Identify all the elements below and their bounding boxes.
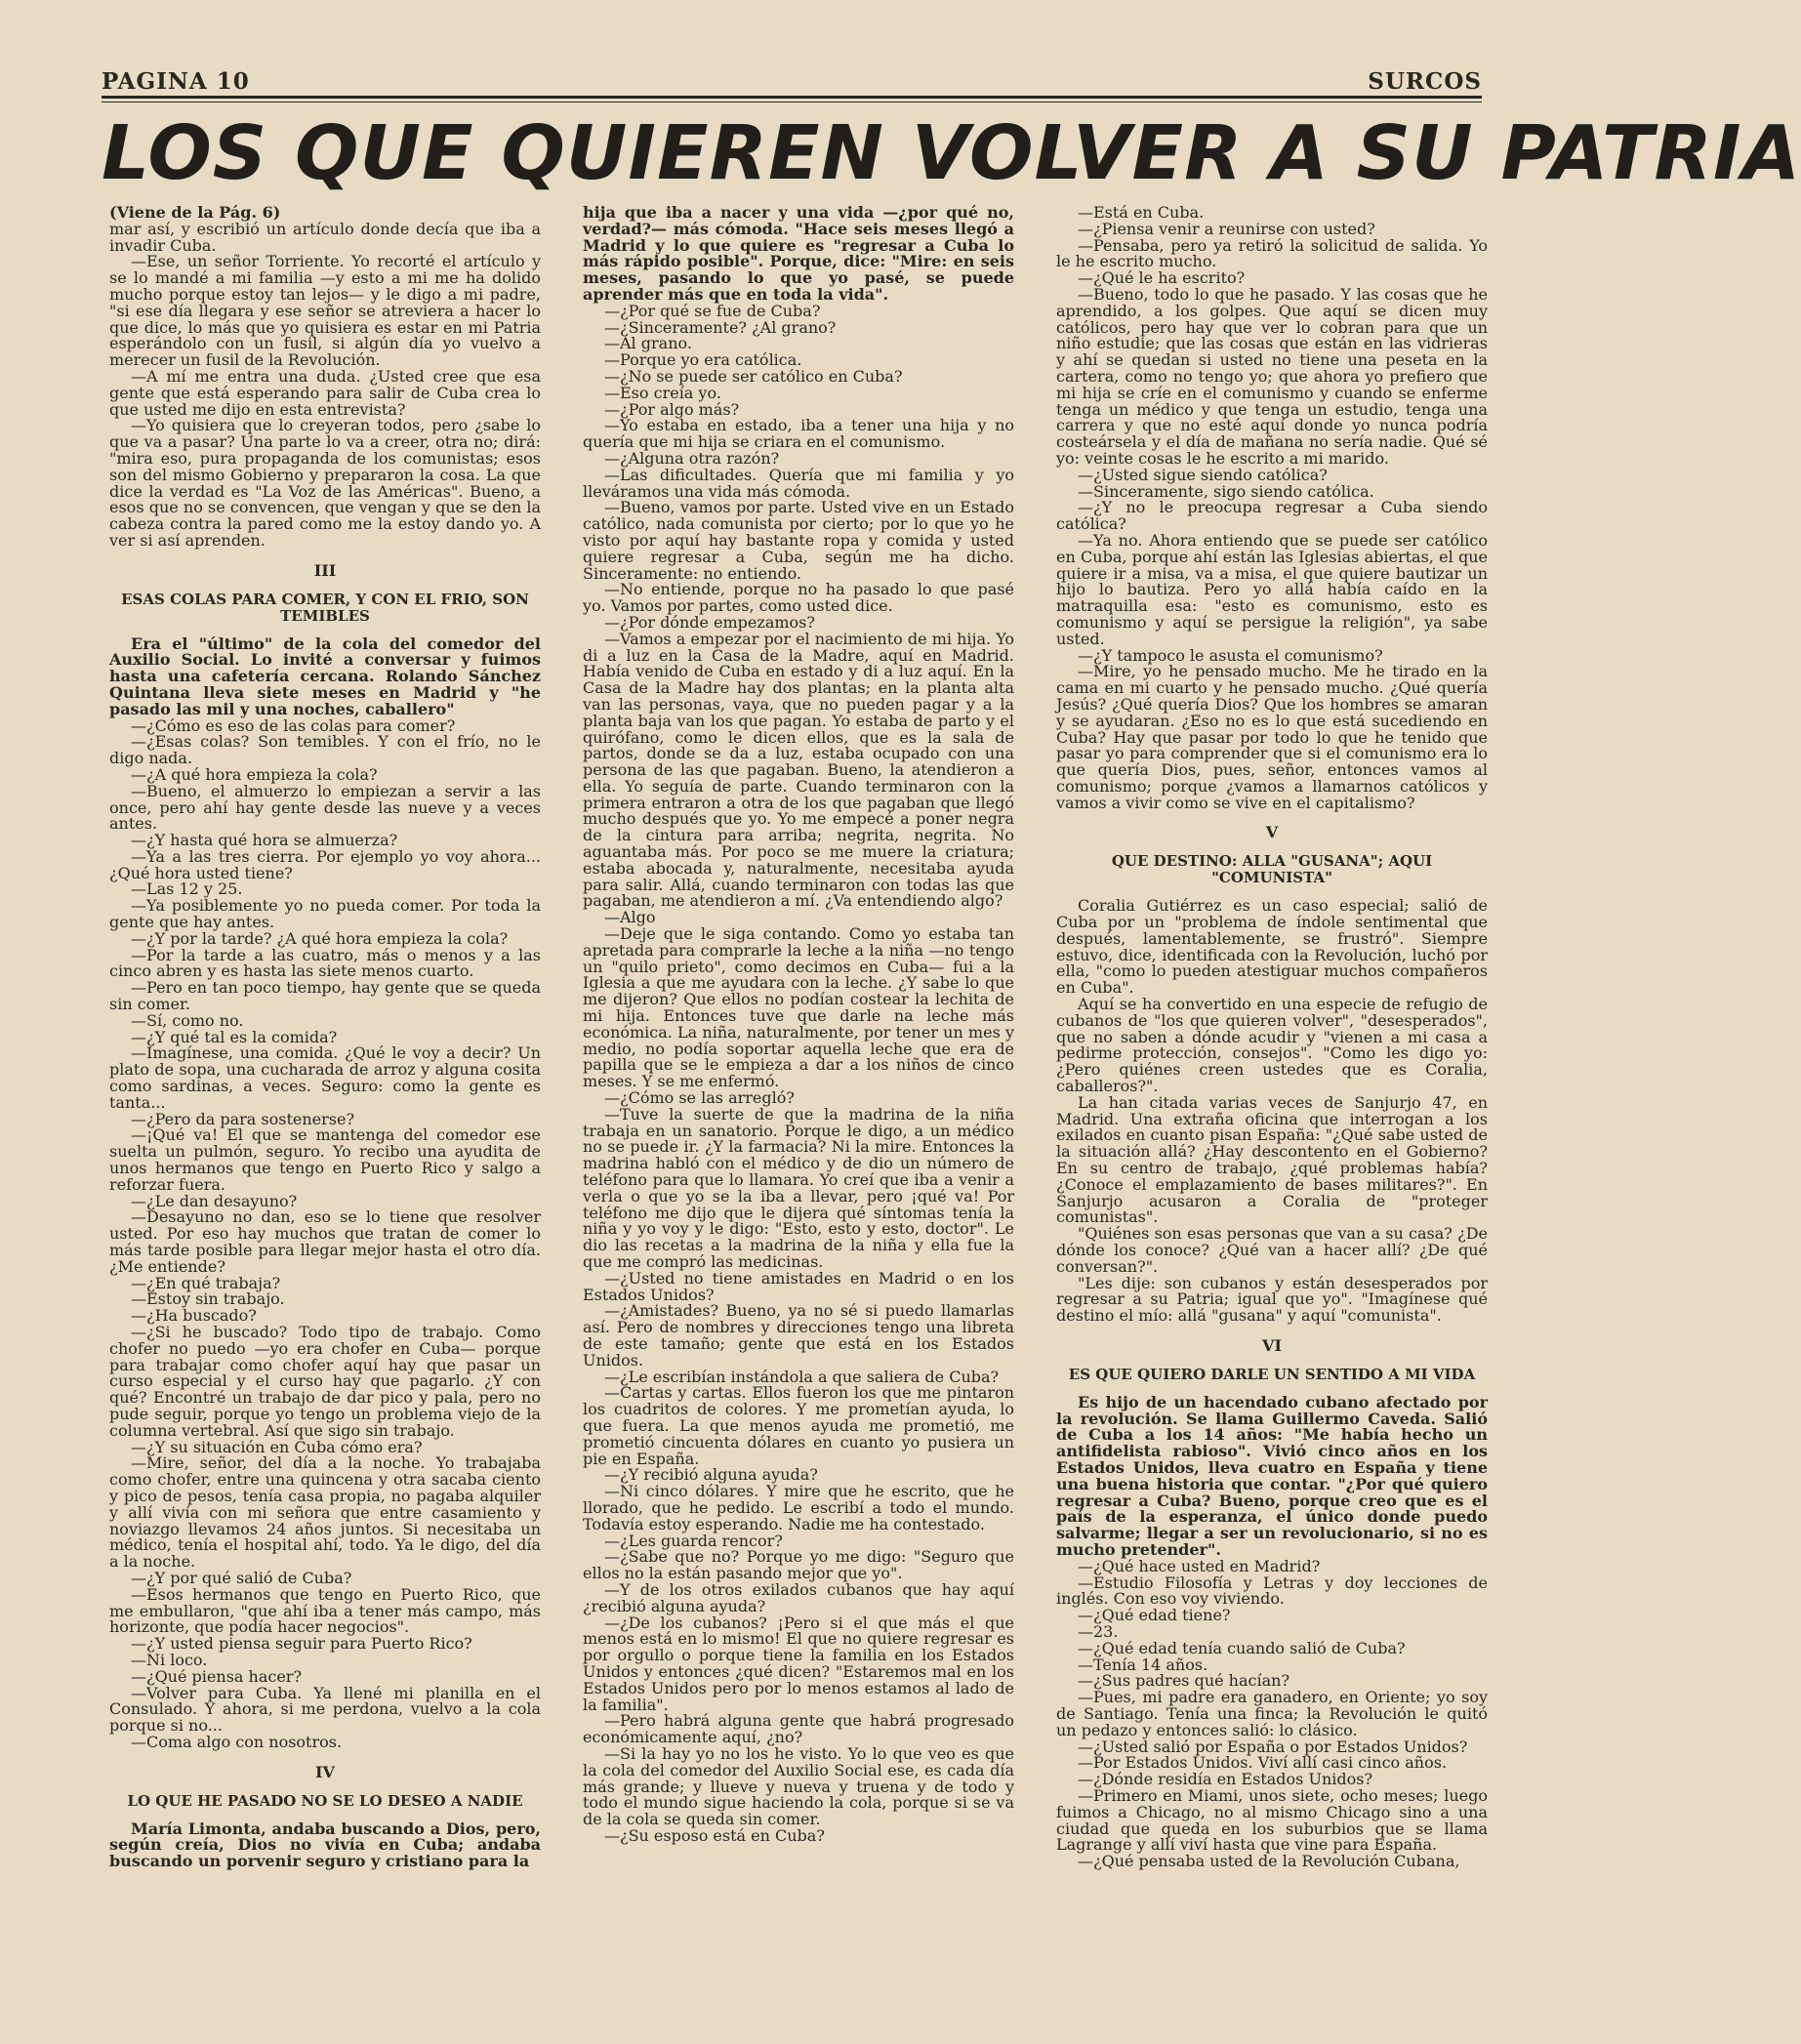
- paragraph: —¿Qué hace usted en Madrid?: [1078, 1556, 1321, 1575]
- paragraph: —Pero en tan poco tiempo, hay gente que se queda sin comer.: [109, 978, 541, 1014]
- paragraph: —¿Y hasta qué hora se almuerza?: [131, 831, 398, 850]
- paragraph: —Si la hay yo no los he visto. Yo lo que veo es que la cola del comedor del Auxilio Social ese, es cada día más grande; y llueve y nueva y truena y de todo y todo el mundo sigue haciendo la cola, porque si se va de la cola se queda sin comer.: [583, 1743, 1014, 1829]
- paragraph: —Esos hermanos que tengo en Puerto Rico, que me embullaron, "que ahí iba a tener más campo, más horizonte, que podía hacer negocios".: [109, 1584, 541, 1637]
- section-heading: [109, 560, 541, 625]
- paragraph: —Sinceramente, sigo siendo católica.: [1078, 481, 1374, 501]
- paragraph: —Ya a las tres cierra. Por ejemplo yo voy ahora... ¿Qué hora usted tiene?: [109, 846, 541, 882]
- paragraph: —Ni cinco dólares. Y mire que he escrito, que he llorado, que he pedido. Le escribí a todo el mundo. Todavía estoy esperando. Nadie me ha contestado.: [583, 1482, 1014, 1533]
- paragraph: —¿Y tampoco le asusta el comunismo?: [1078, 645, 1383, 665]
- paragraph: —Yo estaba en estado, iba a tener una hija y no quería que mi hija se criara en el comunismo.: [583, 416, 1014, 452]
- section-title: ES QUE QUIERO DARLE UN SENTIDO A MI VIDA: [1068, 1365, 1476, 1383]
- paragraph: —¿No se puede ser católico en Cuba?: [604, 366, 903, 386]
- section-number: IV: [315, 1762, 335, 1781]
- paragraph: —Ni loco.: [131, 1650, 208, 1669]
- paragraph: —Sí, como no.: [131, 1010, 244, 1030]
- paragraph: —Porque yo era católica.: [604, 350, 802, 370]
- paragraph: —¿Alguna otra razón?: [604, 448, 780, 468]
- paragraph: La han citada varias veces de Sanjurjo 47, en Madrid. Una extraña oficina que interrogan a los exilados en cuanto pisan España: "¿Qué sabe usted de la situación allá? ¿Hay descontento en el Gobierno? En su centro de trabajo, ¿qué problemas había? ¿Conoce el emplazamiento de bases militares?". En Sanjurjo acusaron a Coralia de "proteger comunistas".: [1056, 1092, 1488, 1227]
- continuation-note: (Viene de la Pág. 6): [109, 203, 281, 222]
- paragraph: —¿Por algo más?: [604, 399, 740, 419]
- paragraph: —Cartas y cartas. Ellos fueron los que me pintaron los cuadritos de colores. Y me prometían ayuda, lo que fuera. La que menos ayuda me prometió, me prometió cincuenta dólares en cuanto yo pusiera un pie en España.: [583, 1383, 1014, 1468]
- publication-name: SURCOS: [1368, 67, 1482, 95]
- paragraph: "Les dije: son cubanos y están desesperados por regresar a su Patria; igual que yo". "Imagínese qué destino el mío: allá "gusana" y aquí "comunista".: [1056, 1273, 1488, 1326]
- header-rule: [102, 96, 1482, 99]
- paragraph: —A mí me entra una duda. ¿Usted cree que esa gente que está esperando para salir de Cuba crea lo que usted me dijo en esta entrevista?: [109, 366, 541, 419]
- paragraph: —23.: [1078, 1621, 1119, 1641]
- paragraph: —¿Sus padres qué hacían?: [1078, 1671, 1290, 1691]
- paragraph: —Las 12 y 25.: [131, 879, 243, 899]
- paragraph: Coralia Gutiérrez es un caso especial; salió de Cuba por un "problema de índole sentimental que después, lamentablemente, se frustró". Siempre estuvo, dice, identificada con la Revolución, luchó por ella, "como lo pueden atestiguar muchos compañeros en Cuba".: [1056, 896, 1488, 998]
- paragraph: —¿Por qué se fue de Cuba?: [604, 301, 821, 320]
- paragraph: —¿Dónde residía en Estados Unidos?: [1078, 1770, 1373, 1789]
- paragraph: —¿Sabe que no? Porque yo me digo: "Seguro que ellos no la están pasando mejor que yo".: [583, 1547, 1014, 1583]
- paragraph: —¿Amistades? Bueno, ya no sé si puedo llamarlas así. Pero de nombres y direcciones tengo una libreta de este tamaño; gente que está en los Estados Unidos.: [583, 1301, 1014, 1369]
- page-number: PAGINA 10: [102, 67, 250, 95]
- paragraph: —¿Sinceramente? ¿Al grano?: [604, 317, 837, 337]
- column-1: [109, 205, 541, 2030]
- paragraph: —Pensaba, pero ya retiró la solicitud de salida. Yo le he escrito mucho.: [1056, 235, 1488, 271]
- paragraph: —Estudio Filosofía y Letras y doy lecciones de inglés. Con eso voy viviendo.: [1056, 1573, 1488, 1609]
- headline: LOS QUE QUIEREN VOLVER A SU PATRIA: [102, 110, 1801, 197]
- paragraph: —Bueno, todo lo que he pasado. Y las cosas que he aprendido, a los golpes. Que aquí se dicen muy católicos, pero hay que ver lo cobran para que un niño estudie; que las cosas que están en las vidrieras y ahí se quedan si usted no tiene una peseta en la cartera, como no tengo yo; que ahora yo prefiero que mi hija se críe en el comunismo y cuando se enferme tenga un médico y que tenga un estudio, tenga una carrera y que no esté aquí donde yo nunca podría costeársela y el día de mañana no sería nadie. Qué sé yo: veinte cosas le he escrito a mi marido.: [1056, 284, 1488, 468]
- paragraph: —Y de los otros exilados cubanos que hay aquí ¿recibió alguna ayuda?: [583, 1579, 1014, 1615]
- paragraph: —¿Usted no tiene amistades en Madrid o en los Estados Unidos?: [583, 1268, 1014, 1304]
- paragraph: —Tuve la suerte de que la madrina de la niña trabaja en un sanatorio. Porque le digo, a un médico no se puede ir. ¿Y la farmacia? Ni la mire. Entonces la madrina habló con el médico y de dio un número de teléfono para que lo llamara. Yo creí que iba a venir a verla o que yo se la iba a llevar, pero ¡qué va! Por teléfono me dijo que le dijera qué síntomas tenía la niña y yo voy y le digo: "Esto, esto y esto, doctor". Le dio las recetas a la madrina de la niña y ella fue la que me compró las medicinas.: [583, 1104, 1014, 1271]
- paragraph: —¿Cómo es eso de las colas para comer?: [131, 715, 456, 735]
- paragraph: —¿Cómo se las arregló?: [604, 1088, 795, 1108]
- paragraph: —Deje que le siga contando. Como yo estaba tan apretada para comprarle la leche a la niña —no tengo un "quilo prieto", como decimos en Cuba— fui a la Iglesia a que me ayudara con la leche. ¿Y sabe lo que me dijeron? Que ellos no podían costear la lechita de mi hija. Entonces tuve que darle na leche más económica. La niña, naturalmente, por tener un mes y medio, no podía soportar aquella leche que era de papilla que se le empieza a dar a los niños de cinco meses. Y se me enfermó.: [583, 924, 1014, 1091]
- paragraph: —Ese, un señor Torriente. Yo recorté el artículo y se lo mandé a mi familia —y esto a mi me ha dolido mucho porque estoy tan lejos— y le digo a mi padre, "si ese día llegara y ese señor se atreviera a hacer lo que dice, lo más que yo quisiera es estar en mi Patria esperándolo con un fusil, si algún día yo vuelvo a merecer un fusil de la Revolución.: [109, 252, 541, 370]
- paragraph: —Yo quisiera que lo creyeran todos, pero ¿sabe lo que va a pasar? Una parte lo va a creer, otra no; dirá: "mira eso, pura propaganda de los comunistas; esos son del mismo Gobierno y prepararon la cosa. La que dice la verdad es "La Voz de las Américas". Bueno, a esos que no se convencen, que vengan y que se den la cabeza contra la pared como me la estoy dando yo. A ver si así aprenden.: [109, 416, 541, 550]
- section-heading: [1056, 1338, 1488, 1383]
- paragraph: "Quiénes son esas personas que van a su casa? ¿De dónde los conoce? ¿Qué van a hacer allí? ¿De qué conversan?".: [1056, 1224, 1488, 1276]
- paragraph: —Mire, yo he pensado mucho. Me he tirado en la cama en mi cuarto y he pensado mucho. ¿Qué quería Jesús? ¿Qué quería Dios? Que los hombres se amaran y se ayudaran. ¿Eso no es lo que está sucediendo en Cuba? Hay que pasar por todo lo que he tenido que pasar yo para comprender que si el comunismo era lo que quería Dios, pues, señor, entonces vamos al comunismo; porque ¿vamos a llamarnos católicos y vamos a vivir como se vive en el capitalismo?: [1056, 662, 1488, 812]
- column-3: [1056, 205, 1488, 2030]
- paragraph: —¿Si he buscado? Todo tipo de trabajo. Como chofer no puedo —yo era chofer en Cuba— porque para trabajar como chofer aquí hay que pasar un curso especial y el curso hay que pagarlo. ¿Y con qué? Encontré un trabajo de dar pico y pala, pero no pude seguir, porque yo tengo un problema viejo de la columna vertebral. Así que sigo sin trabajo.: [109, 1323, 541, 1440]
- paragraph: —¿Pero da para sostenerse?: [131, 1109, 355, 1128]
- paragraph: —¿Ha buscado?: [131, 1306, 257, 1326]
- paragraph: María Limonta, andaba buscando a Dios, pero, según creía, Dios no vivía en Cuba; andaba buscando un porvenir seguro y cristiano para la: [109, 1819, 541, 1871]
- section-heading: [109, 1762, 541, 1810]
- paragraph: —Mire, señor, del día a la noche. Yo trabajaba como chofer, entre una quincena y otra sacaba ciento y pico de pesos, tenía casa propia, no pagaba alquiler y allí vivía con mi señora que entre casamiento y noviazgo llevamos 24 años juntos. Si necesitaba un médico, tenía el hospital ahí, todo. Ya le digo, del día a la noche.: [109, 1453, 541, 1572]
- paragraph: —¿De los cubanos? ¡Pero si el que más el que menos está en lo mismo! El que no quiere regresar es por orgullo o porque tiene la familia en los Estados Unidos y entonces ¿qué dicen? "Estaremos mal en los Estados Unidos pero por lo menos estamos al lado de la familia".: [583, 1613, 1014, 1714]
- paragraph: —¿Les guarda rencor?: [604, 1531, 783, 1550]
- paragraph: —¿Y usted piensa seguir para Puerto Rico?: [131, 1634, 472, 1654]
- paragraph: Aquí se ha convertido en una especie de refugio de cubanos de "los que quieren volver", "desesperados", que no saben a dónde acudir y "vienen a mi casa a pedirme protección, consejos". "Como les digo yo: ¿Pero quiénes creen ustedes que es Coralia, caballeros?".: [1056, 995, 1488, 1096]
- paragraph: —¿Y no le preocupa regresar a Cuba siendo católica?: [1056, 498, 1488, 534]
- paragraph: —¿Esas colas? Son temibles. Y con el frío, no le digo nada.: [109, 732, 541, 768]
- paragraph: —Bueno, vamos por parte. Usted vive en un Estado católico, nada comunista por cierto; por lo que yo he visto por aquí hay bastante ropa y comida y usted quiere regresar a Cuba, según me ha dicho. Sinceramente: no entiendo.: [583, 498, 1014, 583]
- section-number: VI: [1262, 1336, 1282, 1355]
- paragraph: hija que iba a nacer y una vida —¿por qué no, verdad?— más cómoda. "Hace seis meses llegó a Madrid y lo que quiere es "regresar a Cuba lo más rápido posible". Porque, dice: "Mire: en seis meses, pasando lo que yo pasé, se puede aprender más que en toda la vida".: [583, 203, 1014, 304]
- column-2: [583, 205, 1014, 2030]
- paragraph: —¿Qué pensaba usted de la Revolución Cubana,: [1078, 1852, 1460, 1871]
- paragraph: —¿Y por la tarde? ¿A qué hora empieza la cola?: [131, 928, 509, 948]
- paragraph: —Bueno, el almuerzo lo empiezan a servir a las once, pero ahí hay gente desde las nueve y a veces antes.: [109, 781, 541, 834]
- paragraph: —Por la tarde a las cuatro, más o menos y a las cinco abren y es hasta las siete menos cuarto.: [109, 945, 541, 981]
- paragraph: —Pues, mi padre era ganadero, en Oriente; yo soy de Santiago. Tenía una finca; la Revolución le quitó un pedazo y entonces salió: lo clásico.: [1056, 1688, 1488, 1739]
- paragraph: —¿En qué trabaja?: [131, 1273, 281, 1292]
- paragraph: —¿A qué hora empieza la cola?: [131, 764, 378, 784]
- paragraph: —¿Su esposo está en Cuba?: [604, 1825, 825, 1845]
- paragraph: —Coma algo con nosotros.: [131, 1732, 343, 1751]
- paragraph: —¿Qué edad tenía cuando salió de Cuba?: [1078, 1638, 1406, 1657]
- paragraph: —¿Le dan desayuno?: [131, 1191, 298, 1210]
- paragraph: —¿Usted salió por España o por Estados Unidos?: [1078, 1737, 1468, 1756]
- paragraph: —¿Y por qué salió de Cuba?: [131, 1568, 352, 1587]
- paragraph: —Algo: [604, 908, 656, 927]
- paragraph: —Volver para Cuba. Ya llené mi planilla en el Consulado. Y ahora, si me perdona, vuelvo a la cola porque si no...: [109, 1683, 541, 1736]
- paragraph: —¿Le escribían instándola a que saliera de Cuba?: [604, 1367, 1000, 1386]
- paragraph: —¿Qué edad tiene?: [1078, 1606, 1231, 1625]
- paragraph: —Imagínese, una comida. ¿Qué le voy a decir? Un plato de sopa, una cucharada de arroz y alguna cosita como sardinas, a veces. Seguro: como la gente es tanta...: [109, 1043, 541, 1112]
- paragraph: —Al grano.: [604, 334, 692, 353]
- paragraph: —¿Y su situación en Cuba cómo era?: [131, 1437, 423, 1456]
- paragraph: —¿Y recibió alguna ayuda?: [604, 1465, 818, 1485]
- section-title: ESAS COLAS PARA COMER, Y CON EL FRIO, SON TEMIBLES: [121, 590, 529, 625]
- section-number: V: [1265, 823, 1279, 842]
- paragraph: —¿Y qué tal es la comida?: [131, 1027, 338, 1046]
- paragraph: —¿Qué piensa hacer?: [131, 1666, 303, 1686]
- paragraph: —Por Estados Unidos. Viví allí casi cinco años.: [1078, 1753, 1448, 1773]
- article-columns: [109, 205, 1488, 2030]
- paragraph: Es hijo de un hacendado cubano afectado por la revolución. Se llama Guillermo Caveda. Salió de Cuba a los 14 años: "Me había hecho un antifidelista rabioso". Vivió cinco años en los Estados Unidos, lleva cuatro en España y tiene una buena historia que contar. "¿Por qué quiero regresar a Cuba? Bueno, porque creo que es el país de la esperanza, el único donde puedo salvarme; llegar a ser un revolucionario, si no es mucho pretender".: [1056, 1392, 1488, 1559]
- paragraph: —Tenía 14 años.: [1078, 1655, 1208, 1674]
- paragraph: —Ya no. Ahora entiendo que se puede ser católico en Cuba, porque ahí están las Iglesias abiertas, el que quiere ir a misa, va a misa, el que quiere bautizar un hijo lo bautiza. Pero yo allá había caído en la matraquilla esa: "esto es comunismo, esto es comunismo y aquí se persigue la religión", ya sabe usted.: [1056, 530, 1488, 648]
- paragraph: —¿Qué le ha escrito?: [1078, 268, 1246, 288]
- paragraph: —Eso creía yo.: [604, 383, 721, 402]
- paragraph: —No entiende, porque no ha pasado lo que pasé yo. Vamos por partes, como usted dice.: [583, 580, 1014, 616]
- paragraph: —¿Usted sigue siendo católica?: [1078, 465, 1328, 484]
- paragraph: Era el "último" de la cola del comedor del Auxilio Social. Lo invité a conversar y fuimos hasta una cafetería cercana. Rolando Sánchez Quintana lleva siete meses en Madrid y "he pasado las mil y una noches, caballero": [109, 634, 541, 718]
- paragraph: —¡Qué va! El que se mantenga del comedor ese suelta un pulmón, seguro. Yo recibo una ayudita de unos hermanos que tengo en Puerto Rico y salgo a reforzar fuera.: [109, 1125, 541, 1194]
- paragraph: —Las dificultades. Quería que mi familia y yo lleváramos una vida más cómoda.: [583, 465, 1014, 501]
- section-heading: [1056, 825, 1488, 886]
- paragraph: —Estoy sin trabajo.: [131, 1289, 285, 1309]
- section-title: LO QUE HE PASADO NO SE LO DESEO A NADIE: [127, 1791, 523, 1810]
- paragraph: —Primero en Miami, unos siete, ocho meses; luego fuimos a Chicago, no al mismo Chicago sino a una ciudad que queda en los suburbios que se llama Lagrange y allí viví hasta que vine para España.: [1056, 1785, 1488, 1855]
- paragraph: —¿Piensa venir a reunirse con usted?: [1078, 219, 1375, 238]
- page-header: [102, 68, 1482, 94]
- paragraph: —Está en Cuba.: [1078, 203, 1205, 222]
- section-title: QUE DESTINO: ALLA "GUSANA"; AQUI "COMUNISTA": [1111, 852, 1433, 887]
- paragraph: —Pero habrá alguna gente que habrá progresado económicamente aquí, ¿no?: [583, 1711, 1014, 1747]
- paragraph: —¿Por dónde empezamos?: [604, 612, 815, 632]
- paragraph: —Ya posiblemente yo no pueda comer. Por toda la gente que hay antes.: [109, 896, 541, 932]
- paragraph: —Desayuno no dan, eso se lo tiene que resolver usted. Por eso hay muchos que tratan de comer lo más tarde posible para llegar mejor hasta el otro día. ¿Me entiende?: [109, 1207, 541, 1276]
- section-number: III: [313, 560, 337, 580]
- paragraph: mar así, y escribió un artículo donde decía que iba a invadir Cuba.: [109, 219, 541, 255]
- paragraph: —Vamos a empezar por el nacimiento de mi hija. Yo di a luz en la Casa de la Madre, aquí en Madrid. Había venido de Cuba en estado y di a luz aquí. En la Casa de la Madre hay dos plantas; en la planta alta van las personas, vaya, que no pueden pagar y a la planta baja van los que pagan. Yo estaba de parto y el quirófano, como le dicen ellos, que es la sala de partos, donde se da a luz, estaba ocupado con una persona de las que pagaban. Bueno, la atendieron a ella. Yo seguía de parte. Cuando terminaron con la primera entraron a otra de los que pagaban que llegó mucho después que yo. Yo me empecé a poner negra de la cintura para arriba; negrita, negrita. No aguantaba más. Por poco se me muere la criatura; estaba abocada y, naturalmente, necesitaba ayuda para salir. Allá, cuando terminaron con todas las que pagaban, me atendieron a mí. ¿Va entendiendo algo?: [583, 629, 1014, 911]
